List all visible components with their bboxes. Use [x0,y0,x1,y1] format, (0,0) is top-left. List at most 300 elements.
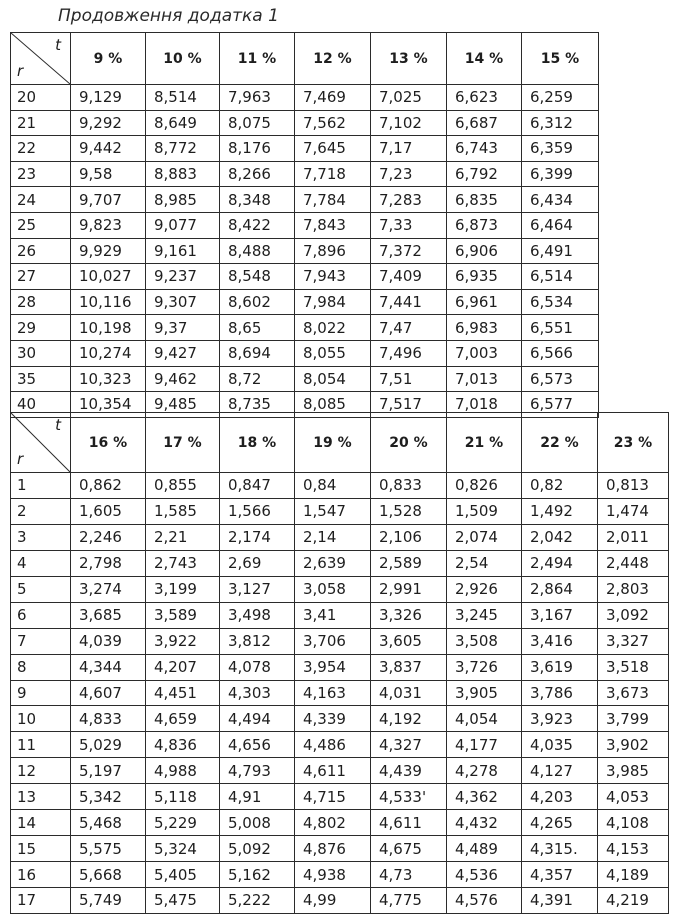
value-cell: 3,199 [146,576,220,602]
value-cell: 6,687 [447,110,522,136]
value-cell: 8,883 [146,161,220,187]
table-row [11,628,669,654]
table-row [11,706,669,732]
value-cell: 1,528 [371,498,447,524]
table-row [11,654,669,680]
value-cell: 3,673 [598,680,669,706]
value-cell: 8,422 [220,212,295,238]
value-cell: 2,246 [71,524,146,550]
value-cell: 4,344 [71,654,146,680]
value-cell: 5,475 [146,888,220,914]
row-period-cell: 5 [11,576,71,602]
value-cell: 4,439 [371,758,447,784]
value-cell: 8,348 [220,187,295,213]
value-cell: 9,37 [146,315,220,341]
value-cell: 1,566 [220,498,295,524]
value-cell: 8,602 [220,289,295,315]
value-cell: 3,605 [371,628,447,654]
value-cell: 4,163 [295,680,371,706]
value-cell: 5,575 [71,836,146,862]
value-cell: 4,938 [295,862,371,888]
value-cell: 10,027 [71,264,146,290]
table-row [11,289,599,315]
row-period-cell: 6 [11,602,71,628]
t-label: t [55,416,61,434]
value-cell: 4,99 [295,888,371,914]
value-cell: 3,092 [598,602,669,628]
row-period-cell: 15 [11,836,71,862]
table-row [11,315,599,341]
value-cell: 3,589 [146,602,220,628]
value-cell: 10,198 [71,315,146,341]
value-cell: 8,735 [220,392,295,418]
value-cell: 6,551 [522,315,599,341]
value-cell: 4,192 [371,706,447,732]
value-cell: 7,17 [371,136,447,162]
row-period-cell: 8 [11,654,71,680]
annuity-table-lower [10,412,669,914]
value-cell: 9,427 [146,340,220,366]
column-header: 15 % [522,33,599,85]
value-cell: 1,509 [447,498,522,524]
value-cell: 7,409 [371,264,447,290]
value-cell: 4,611 [371,810,447,836]
value-cell: 9,161 [146,238,220,264]
value-cell: 8,022 [295,315,371,341]
value-cell: 4,802 [295,810,371,836]
row-period-cell: 27 [11,264,71,290]
value-cell: 1,474 [598,498,669,524]
value-cell: 3,902 [598,732,669,758]
row-period-cell: 30 [11,340,71,366]
value-cell: 9,929 [71,238,146,264]
value-cell: 4,391 [522,888,598,914]
r-label: r [17,450,24,468]
value-cell: 7,441 [371,289,447,315]
value-cell: 5,324 [146,836,220,862]
value-cell: 4,265 [522,810,598,836]
value-cell: 2,54 [447,550,522,576]
value-cell: 4,451 [146,680,220,706]
value-cell: 3,954 [295,654,371,680]
value-cell: 2,69 [220,550,295,576]
row-period-cell: 14 [11,810,71,836]
value-cell: 7,784 [295,187,371,213]
value-cell: 9,485 [146,392,220,418]
value-cell: 2,589 [371,550,447,576]
row-period-cell: 17 [11,888,71,914]
value-cell: 7,562 [295,110,371,136]
value-cell: 4,035 [522,732,598,758]
value-cell: 6,935 [447,264,522,290]
column-header: 23 % [598,413,669,473]
value-cell: 2,864 [522,576,598,602]
value-cell: 7,003 [447,340,522,366]
value-cell: 2,011 [598,524,669,550]
value-cell: 6,566 [522,340,599,366]
column-header: 9 % [71,33,146,85]
value-cell: 3,923 [522,706,598,732]
value-cell: 6,573 [522,366,599,392]
value-cell: 7,645 [295,136,371,162]
value-cell: 7,963 [220,85,295,111]
row-period-cell: 10 [11,706,71,732]
value-cell: 4,303 [220,680,295,706]
row-period-cell: 13 [11,784,71,810]
value-cell: 4,833 [71,706,146,732]
value-cell: 9,707 [71,187,146,213]
table-row [11,836,669,862]
value-cell: 1,547 [295,498,371,524]
value-cell: 3,685 [71,602,146,628]
value-cell: 4,876 [295,836,371,862]
value-cell: 8,772 [146,136,220,162]
table-row [11,498,669,524]
table-row [11,758,669,784]
t-label: t [55,36,61,54]
value-cell: 4,315. [522,836,598,862]
value-cell: 2,798 [71,550,146,576]
value-cell: 0,82 [522,473,598,499]
value-cell: 8,176 [220,136,295,162]
value-cell: 7,943 [295,264,371,290]
value-cell: 8,266 [220,161,295,187]
column-header: 13 % [371,33,447,85]
value-cell: 8,649 [146,110,220,136]
table-row [11,680,669,706]
value-cell: 10,274 [71,340,146,366]
row-period-cell: 22 [11,136,71,162]
value-cell: 1,492 [522,498,598,524]
value-cell: 3,245 [447,602,522,628]
value-cell: 0,833 [371,473,447,499]
header-row [11,413,669,473]
value-cell: 5,162 [220,862,295,888]
value-cell: 4,108 [598,810,669,836]
table-row [11,238,599,264]
value-cell: 3,837 [371,654,447,680]
value-cell: 6,259 [522,85,599,111]
value-cell: 2,991 [371,576,447,602]
value-cell: 3,706 [295,628,371,654]
value-cell: 4,053 [598,784,669,810]
value-cell: 7,283 [371,187,447,213]
value-cell: 0,826 [447,473,522,499]
value-cell: 4,153 [598,836,669,862]
table-row [11,602,669,628]
column-header: 21 % [447,413,522,473]
value-cell: 4,73 [371,862,447,888]
table-row [11,264,599,290]
value-cell: 2,803 [598,576,669,602]
value-cell: 6,792 [447,161,522,187]
value-cell: 0,862 [71,473,146,499]
value-cell: 9,442 [71,136,146,162]
column-header: 18 % [220,413,295,473]
table-row [11,810,669,836]
value-cell: 7,23 [371,161,447,187]
row-period-cell: 23 [11,161,71,187]
table-row [11,576,669,602]
value-cell: 3,905 [447,680,522,706]
row-period-cell: 28 [11,289,71,315]
r-label: r [17,62,24,80]
value-cell: 6,743 [447,136,522,162]
table-row [11,366,599,392]
value-cell: 7,517 [371,392,447,418]
value-cell: 5,229 [146,810,220,836]
value-cell: 6,514 [522,264,599,290]
value-cell: 7,33 [371,212,447,238]
value-cell: 4,836 [146,732,220,758]
column-header: 12 % [295,33,371,85]
value-cell: 3,127 [220,576,295,602]
value-cell: 4,278 [447,758,522,784]
value-cell: 3,41 [295,602,371,628]
table-row [11,550,669,576]
row-period-cell: 29 [11,315,71,341]
value-cell: 4,432 [447,810,522,836]
value-cell: 2,448 [598,550,669,576]
caption: Продовження додатка 1 [58,6,279,26]
value-cell: 6,961 [447,289,522,315]
value-cell: 6,906 [447,238,522,264]
row-period-cell: 40 [11,392,71,418]
value-cell: 4,031 [371,680,447,706]
value-cell: 8,514 [146,85,220,111]
value-cell: 7,47 [371,315,447,341]
value-cell: 7,51 [371,366,447,392]
value-cell: 3,274 [71,576,146,602]
value-cell: 5,029 [71,732,146,758]
value-cell: 3,508 [447,628,522,654]
value-cell: 7,718 [295,161,371,187]
value-cell: 2,494 [522,550,598,576]
row-period-cell: 16 [11,862,71,888]
value-cell: 3,058 [295,576,371,602]
value-cell: 4,189 [598,862,669,888]
value-cell: 5,008 [220,810,295,836]
value-cell: 6,835 [447,187,522,213]
value-cell: 6,491 [522,238,599,264]
value-cell: 4,611 [295,758,371,784]
header-row [11,33,599,85]
table-row [11,524,669,550]
value-cell: 7,469 [295,85,371,111]
value-cell: 4,91 [220,784,295,810]
value-cell: 10,116 [71,289,146,315]
table-row [11,212,599,238]
value-cell: 3,812 [220,628,295,654]
row-period-cell: 26 [11,238,71,264]
table-row [11,888,669,914]
value-cell: 8,054 [295,366,371,392]
value-cell: 3,786 [522,680,598,706]
value-cell: 6,534 [522,289,599,315]
value-cell: 3,326 [371,602,447,628]
value-cell: 9,462 [146,366,220,392]
value-cell: 1,605 [71,498,146,524]
value-cell: 1,585 [146,498,220,524]
value-cell: 9,237 [146,264,220,290]
value-cell: 5,092 [220,836,295,862]
value-cell: 5,668 [71,862,146,888]
row-period-cell: 25 [11,212,71,238]
value-cell: 4,659 [146,706,220,732]
value-cell: 8,65 [220,315,295,341]
value-cell: 3,619 [522,654,598,680]
value-cell: 4,494 [220,706,295,732]
column-header: 16 % [71,413,146,473]
value-cell: 5,197 [71,758,146,784]
value-cell: 7,372 [371,238,447,264]
value-cell: 5,405 [146,862,220,888]
value-cell: 7,025 [371,85,447,111]
value-cell: 10,354 [71,392,146,418]
value-cell: 6,873 [447,212,522,238]
value-cell: 3,518 [598,654,669,680]
value-cell: 8,694 [220,340,295,366]
table-row [11,187,599,213]
value-cell: 2,21 [146,524,220,550]
value-cell: 5,468 [71,810,146,836]
value-cell: 0,813 [598,473,669,499]
value-cell: 4,219 [598,888,669,914]
value-cell: 4,775 [371,888,447,914]
column-header: 11 % [220,33,295,85]
value-cell: 2,926 [447,576,522,602]
table-row [11,161,599,187]
row-period-cell: 24 [11,187,71,213]
value-cell: 8,075 [220,110,295,136]
table-row [11,473,669,499]
value-cell: 6,983 [447,315,522,341]
value-cell: 4,362 [447,784,522,810]
value-cell: 2,074 [447,524,522,550]
value-cell: 9,307 [146,289,220,315]
value-cell: 4,078 [220,654,295,680]
column-header: 22 % [522,413,598,473]
value-cell: 5,222 [220,888,295,914]
value-cell: 5,342 [71,784,146,810]
value-cell: 7,018 [447,392,522,418]
value-cell: 0,855 [146,473,220,499]
value-cell: 2,14 [295,524,371,550]
column-header: 10 % [146,33,220,85]
value-cell: 4,533' [371,784,447,810]
value-cell: 9,823 [71,212,146,238]
row-period-cell: 9 [11,680,71,706]
column-header: 20 % [371,413,447,473]
value-cell: 3,726 [447,654,522,680]
value-cell: 8,488 [220,238,295,264]
value-cell: 4,486 [295,732,371,758]
table-row [11,85,599,111]
value-cell: 6,359 [522,136,599,162]
value-cell: 6,623 [447,85,522,111]
value-cell: 4,357 [522,862,598,888]
value-cell: 7,102 [371,110,447,136]
value-cell: 8,055 [295,340,371,366]
value-cell: 2,106 [371,524,447,550]
value-cell: 4,207 [146,654,220,680]
value-cell: 2,174 [220,524,295,550]
corner-cell [11,33,71,85]
value-cell: 2,639 [295,550,371,576]
value-cell: 6,434 [522,187,599,213]
table-row [11,110,599,136]
value-cell: 6,464 [522,212,599,238]
value-cell: 4,656 [220,732,295,758]
value-cell: 8,548 [220,264,295,290]
column-header: 19 % [295,413,371,473]
value-cell: 6,577 [522,392,599,418]
value-cell: 7,896 [295,238,371,264]
column-header: 14 % [447,33,522,85]
value-cell: 4,039 [71,628,146,654]
value-cell: 7,496 [371,340,447,366]
value-cell: 3,167 [522,602,598,628]
value-cell: 7,013 [447,366,522,392]
value-cell: 4,576 [447,888,522,914]
value-cell: 5,118 [146,784,220,810]
value-cell: 3,985 [598,758,669,784]
value-cell: 6,399 [522,161,599,187]
corner-cell [11,413,71,473]
value-cell: 9,58 [71,161,146,187]
value-cell: 8,72 [220,366,295,392]
row-period-cell: 3 [11,524,71,550]
value-cell: 5,749 [71,888,146,914]
value-cell: 4,715 [295,784,371,810]
value-cell: 4,127 [522,758,598,784]
value-cell: 0,847 [220,473,295,499]
value-cell: 2,042 [522,524,598,550]
row-period-cell: 1 [11,473,71,499]
row-period-cell: 11 [11,732,71,758]
value-cell: 8,085 [295,392,371,418]
value-cell: 7,843 [295,212,371,238]
value-cell: 8,985 [146,187,220,213]
table-row [11,732,669,758]
row-period-cell: 35 [11,366,71,392]
row-period-cell: 4 [11,550,71,576]
column-header: 17 % [146,413,220,473]
table-row [11,862,669,888]
value-cell: 4,327 [371,732,447,758]
value-cell: 9,129 [71,85,146,111]
value-cell: 4,177 [447,732,522,758]
value-cell: 3,922 [146,628,220,654]
value-cell: 3,799 [598,706,669,732]
value-cell: 2,743 [146,550,220,576]
row-period-cell: 2 [11,498,71,524]
row-period-cell: 12 [11,758,71,784]
value-cell: 4,793 [220,758,295,784]
row-period-cell: 21 [11,110,71,136]
value-cell: 4,536 [447,862,522,888]
value-cell: 4,988 [146,758,220,784]
value-cell: 6,312 [522,110,599,136]
table-row [11,784,669,810]
value-cell: 3,327 [598,628,669,654]
table-row [11,136,599,162]
row-period-cell: 20 [11,85,71,111]
value-cell: 4,607 [71,680,146,706]
value-cell: 9,077 [146,212,220,238]
value-cell: 10,323 [71,366,146,392]
value-cell: 4,339 [295,706,371,732]
